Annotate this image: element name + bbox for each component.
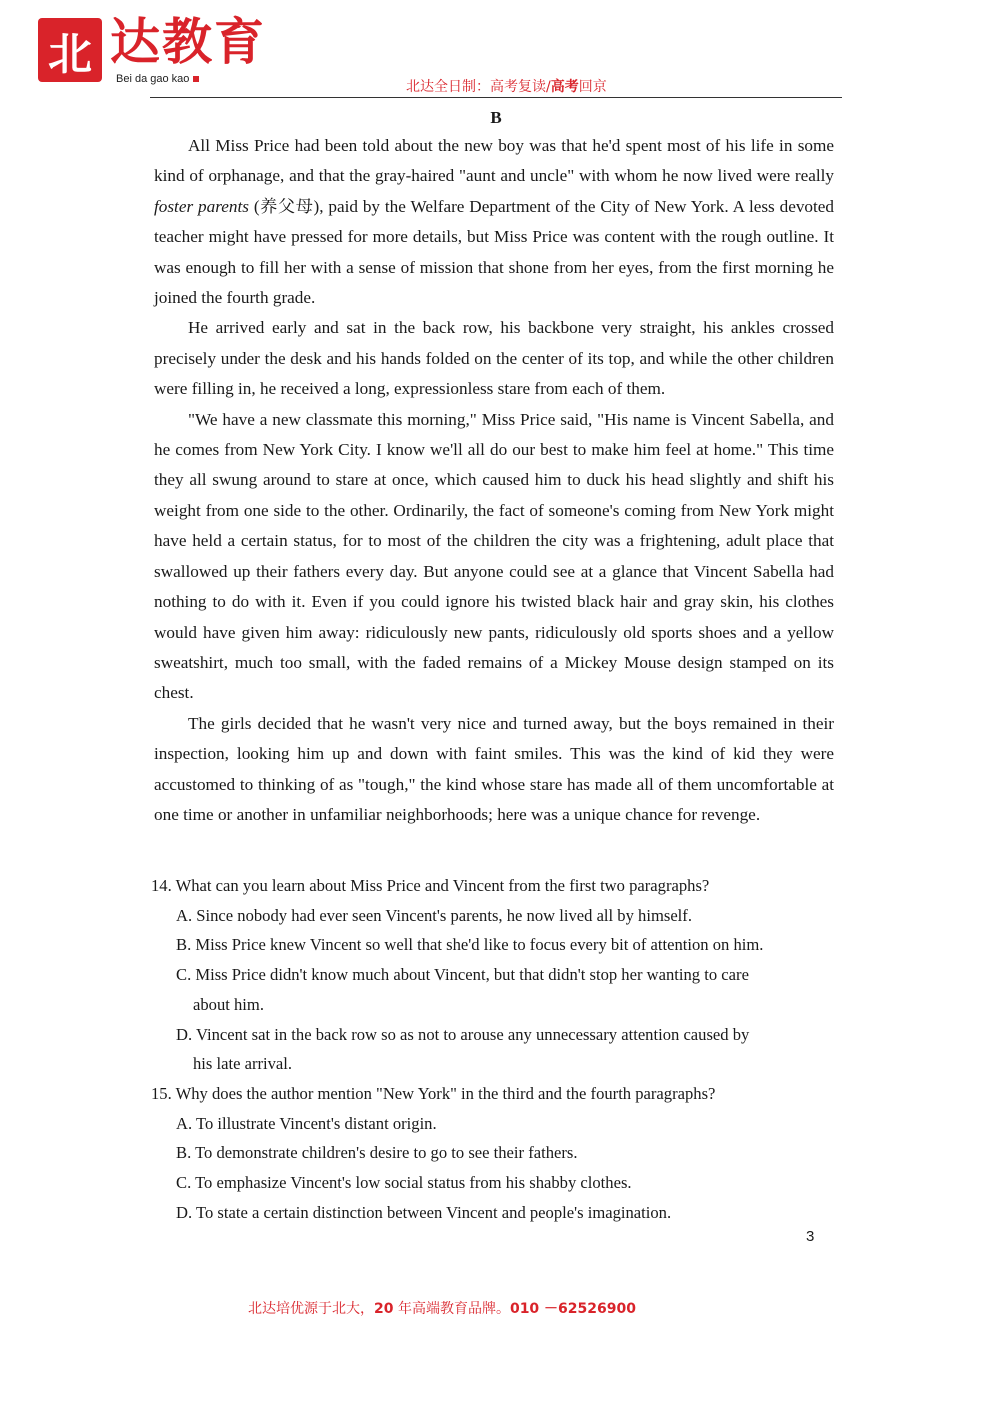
question-15-option-c: C. To emphasize Vincent's low social status from his shabby clothes. xyxy=(176,1173,632,1193)
question-15-option-a: A. To illustrate Vincent's distant origin. xyxy=(176,1113,437,1133)
slogan-prefix: 北达全日制：高考复读/ xyxy=(406,79,551,95)
question-15-stem: 15. Why does the author mention "New York" in the third and the fourth paragraphs? xyxy=(151,1083,716,1103)
footer-text-c: 年高端教育品牌。 xyxy=(393,1301,510,1317)
questions xyxy=(151,871,841,1227)
footer-banner xyxy=(0,1298,884,1318)
question-15-option-b: B. To demonstrate children's desire to go to see their fathers. xyxy=(176,1143,578,1163)
question-14-option-b: B. Miss Price knew Vincent so well that she'd like to focus every bit of attention on him. xyxy=(176,935,764,955)
question-14-stem: 14. What can you learn about Miss Price and Vincent from the first two paragraphs? xyxy=(151,876,710,895)
slogan-suffix: 回京 xyxy=(578,79,607,95)
paragraph-1-emphasis: foster parents xyxy=(154,196,249,216)
footer-text-b: 20 xyxy=(374,1301,394,1317)
footer-text-a: 北达培优源于北大， xyxy=(248,1301,375,1317)
section-title: B xyxy=(490,108,502,127)
question-15-option-d: D. To state a certain distinction between Vincent and people's imagination. xyxy=(176,1202,672,1222)
paragraph-3: "We have a new classmate this morning," Miss Price said, "His name is Vincent Sabella, and he comes from New York City. I know we'll all do our best to make him feel at home." This time they all swung around to stare at once, which caused him to duck his head slightly and shift his weight from one side to the other. Ordinarily, the fact of someone's coming from New York might have held a certain status, for to most of the children the city was a frightening, adult place that swallowed up their fathers every day. But anyone could see at a glance that Vincent Sabella had nothing to do with it. Even if you could ignore his twisted black hair and gray skin, his clothes would have given him away: ridiculously new pants, ridiculously old sports shoes and a yellow sweatshirt, much too small, with the faded remains of a Mickey Mouse design stamped on its chest. xyxy=(154,409,834,703)
logo-mark xyxy=(38,18,102,82)
header-slogan xyxy=(406,76,607,96)
paragraph-1-part-a: All Miss Price had been told about the new boy was that he'd spent most of his life in some kind of orphanage, and that the gray-haired "aunt and uncle" with whom he now lived were really xyxy=(154,136,834,186)
logo-square-icon xyxy=(193,76,199,82)
paragraph-4: The girls decided that he wasn't very nice and turned away, but the boys remained in their inspection, looking him up and down with faint smiles. This was the kind of kid they were accustomed to thinking of as "tough," the kind whose stare has made all of them uncomfortable at one time or another in unfamiliar neighborhoods; here was a unique chance for revenge. xyxy=(154,713,834,824)
footer-phone: 010 －62526900 xyxy=(509,1301,636,1317)
header-divider xyxy=(150,97,842,98)
logo-mark-text: 北 xyxy=(48,29,92,80)
question-14-option-a: A. Since nobody had ever seen Vincent's parents, he now lived all by himself. xyxy=(176,905,692,925)
page-number: 3 xyxy=(806,1228,815,1245)
question-14-option-c: C. Miss Price didn't know much about Vincent, but that didn't stop her wanting to care xyxy=(176,965,749,985)
question-14-option-c-continued: about him. xyxy=(193,994,264,1014)
paragraph-2: He arrived early and sat in the back row, his backbone very straight, his ankles crossed precisely under the desk and his hands folded on the center of its top, and while the other children were filling in, he received a long, expressionless stare from each of them. xyxy=(154,318,834,399)
slogan-bold: 高考 xyxy=(550,79,579,95)
paragraph-1-part-b: (养父母), paid by the Welfare Department of the City of New York. A less devoted teacher might have pressed for more details, but Miss Price was content with the rough outline. It was enough to fill her with a sense of mission that shone from her eyes, from the first morning he joined the fourth grade. xyxy=(154,196,835,308)
logo-name: 达教育 xyxy=(110,12,266,71)
question-14-option-d-continued: his late arrival. xyxy=(193,1054,293,1074)
question-14-option-d: D. Vincent sat in the back row so as not to arouse any unnecessary attention caused by xyxy=(176,1024,750,1044)
reading-passage xyxy=(154,131,834,830)
logo-subtitle xyxy=(116,73,199,85)
paragraph-1 xyxy=(154,131,834,313)
logo-subtitle-text: Bei da gao kao xyxy=(116,73,190,85)
